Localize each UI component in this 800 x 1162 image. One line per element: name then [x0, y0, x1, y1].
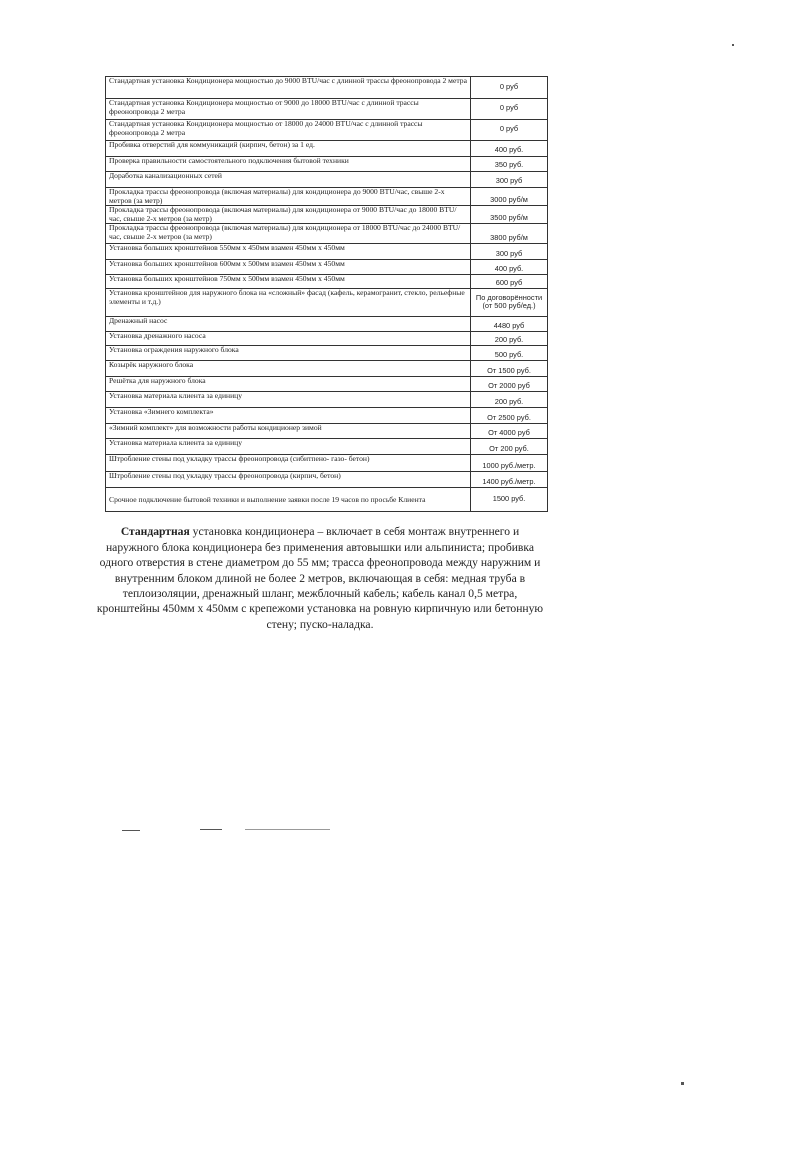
table-row: [106, 99, 548, 120]
table-row: [106, 172, 548, 188]
price-cell: 1400 руб./метр.: [471, 472, 548, 488]
service-cell: Дренажный насос: [106, 317, 471, 332]
price-cell: 200 руб.: [471, 392, 548, 408]
service-cell: Решётка для наружного блока: [106, 377, 471, 392]
price-cell: 0 руб: [471, 77, 548, 99]
table-row: [106, 260, 548, 275]
service-cell: Прокладка трассы фреонопровода (включая материалы) для кондиционера от 18000 BTU/час до 24000 BTU/час, свыше 2-х метров (за метр): [106, 224, 471, 244]
table-row: [106, 332, 548, 346]
price-cell: 300 руб: [471, 244, 548, 260]
standard-installation-description: [85, 524, 555, 632]
table-row: [106, 392, 548, 408]
description-line: теплоизоляции, дренажный шланг, межблочный кабель; кабель канал 0,5 метра,: [122, 587, 518, 600]
scan-artifact: [200, 829, 222, 830]
service-cell: Установка дренажного насоса: [106, 332, 471, 346]
table-row: [106, 77, 548, 99]
service-cell: Установка материала клиента за единицу: [106, 439, 471, 455]
description-line: Стандартная установка кондиционера – включает в себя монтаж внутреннего и: [120, 525, 520, 539]
service-cell: Срочное подключение бытовой техники и выполнение заявки после 19 часов по просьбе Клиента: [106, 488, 471, 512]
service-cell: Доработка канализационных сетей: [106, 172, 471, 188]
price-cell: 200 руб.: [471, 332, 548, 346]
service-cell: Установка ограждения наружного блока: [106, 346, 471, 361]
table-row: [106, 439, 548, 455]
service-cell: Установка материала клиента за единицу: [106, 392, 471, 408]
price-cell: 400 руб.: [471, 260, 548, 275]
scan-artifact: [681, 1082, 684, 1085]
table-row: [106, 424, 548, 439]
price-cell: 600 руб: [471, 275, 548, 289]
service-cell: Установка «Зимнего комплекта»: [106, 408, 471, 424]
price-cell: 400 руб.: [471, 141, 548, 157]
table-row: [106, 289, 548, 317]
price-cell: 3800 руб/м: [471, 224, 548, 244]
price-cell: 350 руб.: [471, 157, 548, 172]
service-cell: Прокладка трассы фреонопровода (включая материалы) для кондиционера от 9000 BTU/час до 18000 BTU/час, свыше 2-х метров (за метр): [106, 206, 471, 224]
service-cell: Штробление стены под укладку трассы фреонопровода (сибитпено- газо- бетон): [106, 455, 471, 472]
description-line: наружного блока кондиционера без применения автовышки или альпиниста; пробивка: [105, 540, 535, 554]
description-line: стену; пуско-наладка.: [266, 617, 374, 631]
table-row: [106, 188, 548, 206]
service-cell: Козырёк наружного блока: [106, 361, 471, 377]
table-row: [106, 317, 548, 332]
table-row: [106, 488, 548, 512]
service-cell: «Зимний комплект» для возможности работы кондиционер зимой: [106, 424, 471, 439]
price-cell: 500 руб.: [471, 346, 548, 361]
price-cell: От 2500 руб.: [471, 408, 548, 424]
price-cell: 3000 руб/м: [471, 188, 548, 206]
service-cell: Установка больших кронштейнов 750мм х 500мм взамен 450мм х 450мм: [106, 275, 471, 289]
service-cell: Установка больших кронштейнов 600мм х 500мм взамен 450мм х 450мм: [106, 260, 471, 275]
service-cell: Установка больших кронштейнов 550мм х 450мм взамен 450мм х 450мм: [106, 244, 471, 260]
scan-artifact: [245, 829, 330, 830]
table-row: [106, 472, 548, 488]
description-line: внутренним блоком длиной не более 2 метров, включающая в себя: медная труба в: [114, 571, 526, 585]
description-term: Стандартная: [120, 525, 190, 539]
scan-artifact: [732, 44, 734, 46]
table-row: [106, 244, 548, 260]
table-row: [106, 408, 548, 424]
table-row: [106, 455, 548, 472]
service-cell: Пробивка отверстий для коммуникаций (кирпич, бетон) за 1 ед.: [106, 141, 471, 157]
price-cell: 4480 руб: [471, 317, 548, 332]
price-table: [105, 76, 548, 512]
price-cell: 0 руб: [471, 99, 548, 120]
price-cell: 300 руб: [471, 172, 548, 188]
price-cell: 1500 руб.: [471, 488, 548, 512]
price-cell: От 4000 руб: [471, 424, 548, 439]
service-cell: Стандартная установка Кондиционера мощностью от 9000 до 18000 BTU/час с длинной трассы фреонопровода 2 метра: [106, 99, 471, 120]
description-line: одного отверстия в стене диаметром до 55 мм; трасса фреонопровода между наружним и: [99, 556, 541, 570]
description-line: кронштейны 450мм х 450мм с крепежоми установка на ровную кирпичную или бетонную: [96, 602, 544, 616]
price-cell: 0 руб: [471, 120, 548, 141]
document-body: [85, 76, 555, 632]
service-cell: Проверка правильности самостоятельного подключения бытовой техники: [106, 157, 471, 172]
price-cell: От 1500 руб.: [471, 361, 548, 377]
service-cell: Установка кронштейнов для наружного блока на «сложный» фасад (кафель, керамогранит, стекло, рельефные элементы и т.д.): [106, 289, 471, 317]
table-row: [106, 141, 548, 157]
table-row: [106, 224, 548, 244]
table-row: [106, 206, 548, 224]
price-cell: 3500 руб/м: [471, 206, 548, 224]
table-row: [106, 377, 548, 392]
table-row: [106, 120, 548, 141]
service-cell: Прокладка трассы фреонопровода (включая материалы) для кондиционера до 9000 BTU/час, свыше 2-х метров (за метр): [106, 188, 471, 206]
price-cell: По договорённости (от 500 руб/ед.): [471, 289, 548, 317]
service-cell: Штробление стены под укладку трассы фреонопровода (кирпич, бетон): [106, 472, 471, 488]
price-cell: 1000 руб./метр.: [471, 455, 548, 472]
table-row: [106, 157, 548, 172]
table-row: [106, 346, 548, 361]
service-cell: Стандартная установка Кондиционера мощностью от 18000 до 24000 BTU/час с длинной трассы фреонопровода 2 метра: [106, 120, 471, 141]
table-row: [106, 361, 548, 377]
service-cell: Стандартная установка Кондиционера мощностью до 9000 BTU/час с длинной трассы фреонопровода 2 метра: [106, 77, 471, 99]
price-cell: От 2000 руб: [471, 377, 548, 392]
table-row: [106, 275, 548, 289]
price-cell: От 200 руб.: [471, 439, 548, 455]
scan-artifact: [122, 830, 140, 831]
